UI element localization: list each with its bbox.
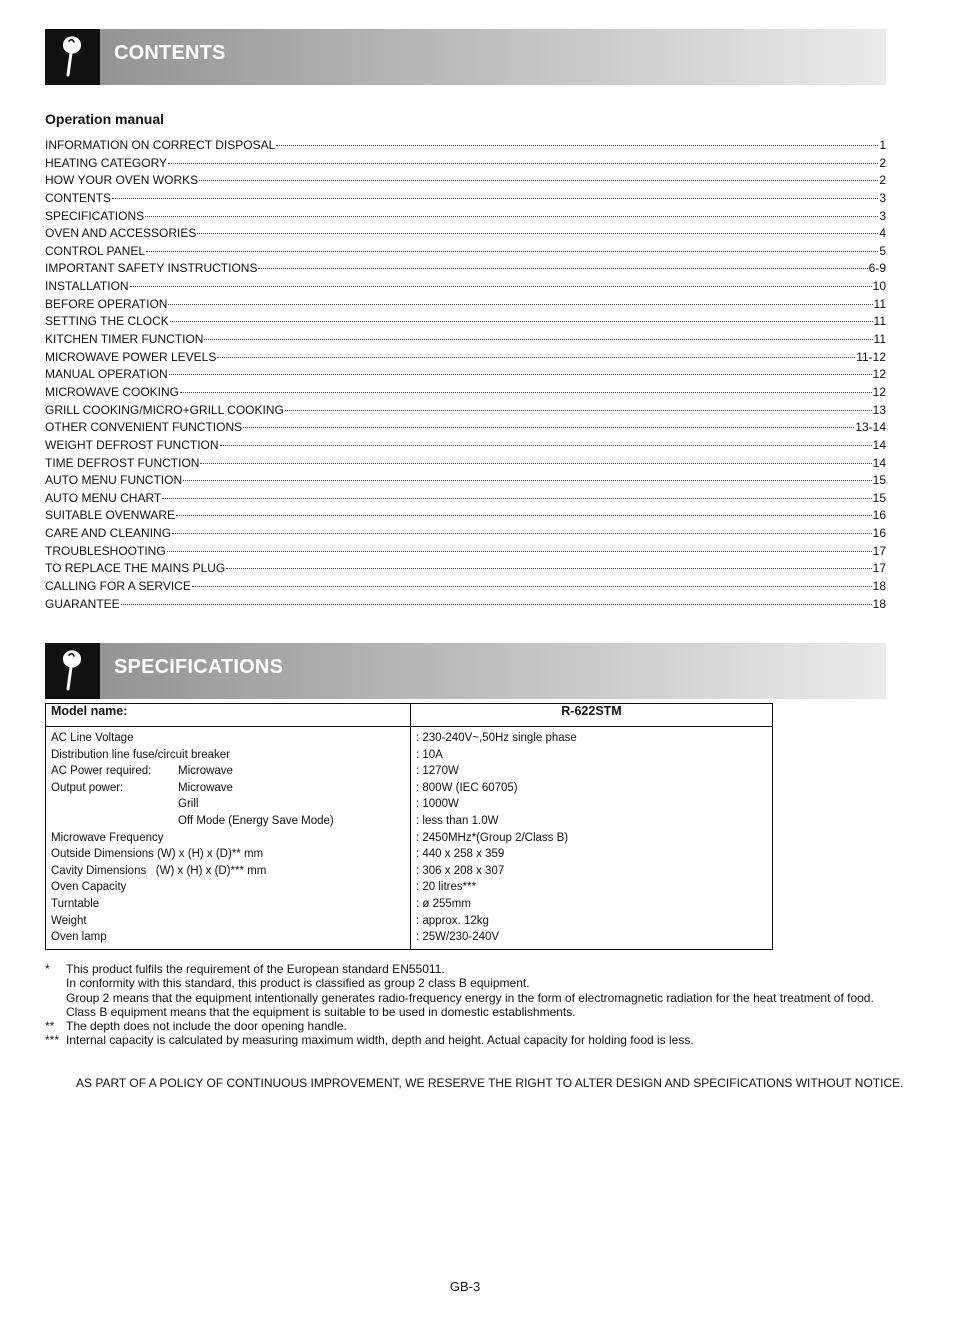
toc-leader-dots (146, 250, 878, 252)
toc-entry-page: 15 (872, 473, 886, 488)
toc-entry-label: GRILL COOKING/MICRO+GRILL COOKING (45, 402, 284, 417)
footnote-text (66, 1019, 886, 1033)
toc-entry-label: TIME DEFROST FUNCTION (45, 455, 200, 470)
toc-leader-dots (285, 409, 872, 411)
spec-label: Oven lamp (51, 931, 107, 944)
toc-entry-page: 6-9 (868, 261, 886, 276)
spec-row-label (51, 879, 405, 896)
spec-label: AC Power required: (51, 765, 152, 778)
toc-entry-page: 18 (872, 579, 886, 594)
toc-leader-dots (192, 585, 872, 587)
toc-entry (45, 543, 886, 561)
spec-value: : approx. 12kg (416, 914, 489, 927)
toc-entry (45, 313, 886, 331)
spec-label: Oven Capacity (51, 881, 127, 894)
spec-value: : ø 255mm (416, 897, 471, 910)
toc-entry-label: CONTENTS (45, 190, 111, 205)
toc-entry-label: INFORMATION ON CORRECT DISPOSAL (45, 138, 276, 152)
toc-entry-page: 16 (872, 508, 886, 523)
footnote-marker: *** (45, 1033, 60, 1048)
toc-entry (45, 349, 886, 367)
toc-leader-dots (258, 267, 867, 269)
toc-leader-dots (130, 285, 872, 287)
toc-entry-label: BEFORE OPERATION (45, 296, 168, 311)
spec-value: : 1270W (416, 765, 459, 778)
spec-value: : 800W (IEC 60705) (416, 781, 518, 794)
spec-label: Distribution line fuse/circuit breaker (51, 748, 230, 761)
toc-leader-dots (176, 514, 872, 516)
toc-leader-dots (243, 426, 854, 428)
toc-entry-label: WEIGHT DEFROST FUNCTION (45, 437, 219, 452)
footnote (45, 1019, 886, 1033)
toc-leader-dots (204, 338, 872, 340)
toc-leader-dots (217, 356, 855, 358)
spec-values-cell (411, 727, 773, 950)
footnote-text (66, 1033, 886, 1047)
spec-value: : 10A (416, 748, 443, 761)
info-pin-icon (45, 643, 100, 699)
toc-entry-label: SUITABLE OVENWARE (45, 508, 176, 523)
toc-entry-page: 18 (872, 596, 886, 611)
footnote-line: The depth does not include the door opening handle. (66, 1019, 347, 1034)
toc-entry-page: 14 (872, 437, 886, 452)
contents-banner (45, 29, 886, 85)
spec-row-label (51, 780, 405, 797)
spec-label: Weight (51, 914, 87, 927)
specifications-banner (45, 643, 886, 699)
policy-notice: AS PART OF A POLICY OF CONTINUOUS IMPROVEMENT, WE RESERVE THE RIGHT TO ALTER DESIGN AND SPECIFICATIONS WITHOUT NOTICE. (76, 1076, 904, 1090)
toc-leader-dots (168, 162, 878, 164)
toc-entry-page: 11 (873, 332, 886, 347)
toc-leader-dots (197, 232, 878, 234)
info-pin-icon (45, 29, 100, 85)
spec-value: : 440 x 258 x 359 (416, 848, 505, 861)
toc-entry-page: 1 (879, 138, 886, 152)
spec-sublabel: Microwave (178, 765, 233, 778)
toc-leader-dots (169, 373, 872, 375)
toc-entry-label: GUARANTEE (45, 596, 120, 611)
toc-entry-label: CONTROL PANEL (45, 243, 146, 258)
toc-entry (45, 490, 886, 508)
toc-entry (45, 525, 886, 543)
toc-leader-dots (170, 320, 873, 322)
spec-row-label (51, 913, 405, 930)
toc-entry-page: 17 (872, 561, 886, 576)
toc-entry (45, 296, 886, 314)
toc-entry-page: 17 (872, 543, 886, 558)
toc-entry-label: INSTALLATION (45, 279, 129, 294)
section-title: CONTENTS (114, 42, 226, 64)
toc-entry (45, 366, 886, 384)
spec-sublabel: Microwave (178, 781, 233, 794)
spec-sublabel: Grill (178, 798, 199, 811)
footnote-line: Group 2 means that the equipment intentionally generates radio-frequency energy in the form of electromagnetic radiation for the heat treatment of food. (66, 990, 874, 1005)
toc-leader-dots (199, 179, 878, 181)
spec-value: : 1000W (416, 798, 459, 811)
spec-row-label (51, 730, 405, 747)
footnote-line: Class B equipment means that the equipment is suitable to be used in domestic establishments. (66, 1004, 576, 1019)
spec-label: Microwave Frequency (51, 831, 164, 844)
toc-leader-dots (226, 567, 871, 569)
toc-entry-label: CARE AND CLEANING (45, 526, 172, 541)
spec-row-label (51, 929, 405, 946)
spec-value: : 20 litres*** (416, 881, 477, 894)
toc-entry-page: 2 (879, 155, 886, 170)
specifications-table (45, 703, 773, 950)
toc-entry-page: 3 (879, 208, 886, 223)
section-title: SPECIFICATIONS (114, 656, 284, 678)
toc-entry (45, 560, 886, 578)
toc-entry-page: 12 (872, 367, 886, 382)
spec-row-label (51, 863, 405, 880)
toc-entry-page: 15 (872, 490, 886, 505)
footnote (45, 962, 886, 1019)
toc-entry (45, 455, 886, 473)
footnote-text (66, 962, 886, 1019)
toc-leader-dots (180, 391, 872, 393)
toc-entry-page: 10 (872, 279, 886, 294)
toc-entry-label: SETTING THE CLOCK (45, 314, 169, 329)
toc-entry (45, 578, 886, 596)
toc-entry-page: 5 (879, 243, 886, 258)
spec-value: : 25W/230-240V (416, 931, 500, 944)
toc-entry (45, 172, 886, 190)
toc-entry (45, 260, 886, 278)
spec-label: Cavity Dimensions (W) x (H) x (D)*** mm (51, 864, 267, 877)
spec-label: Output power: (51, 781, 124, 794)
toc-entry (45, 155, 886, 173)
spec-label: Turntable (51, 897, 100, 910)
spec-row-label (51, 830, 405, 847)
toc-entry (45, 384, 886, 402)
toc-entry-label: CALLING FOR A SERVICE (45, 579, 191, 594)
toc-entry-label: AUTO MENU CHART (45, 490, 162, 505)
toc-entry-label: OTHER CONVENIENT FUNCTIONS (45, 420, 243, 435)
toc-entry-page: 11 (873, 296, 886, 311)
toc-entry-page: 14 (872, 455, 886, 470)
spec-value: : 306 x 208 x 307 (416, 864, 505, 877)
toc-leader-dots (121, 603, 872, 605)
footnote (45, 1033, 886, 1047)
spec-value: : 2450MHz*(Group 2/Class B) (416, 831, 569, 844)
toc-entry (45, 472, 886, 490)
toc-entry-page: 11-12 (856, 349, 886, 364)
toc-entry (45, 437, 886, 455)
spec-value: : 230-240V~,50Hz single phase (416, 732, 577, 744)
toc-entry-label: AUTO MENU FUNCTION (45, 473, 183, 488)
toc-leader-dots (145, 215, 878, 217)
spec-row-label (51, 747, 405, 764)
toc-leader-dots (167, 550, 872, 552)
toc-entry (45, 225, 886, 243)
table-of-contents (45, 137, 886, 613)
spec-row-label (51, 896, 405, 913)
toc-entry-page: 11 (873, 314, 886, 329)
footnote-line: In conformity with this standard, this product is classified as group 2 class B equipment. (66, 976, 530, 991)
toc-leader-dots (112, 197, 878, 199)
footnotes (45, 962, 886, 1048)
spec-value: : less than 1.0W (416, 814, 499, 827)
toc-entry-page: 12 (872, 384, 886, 399)
toc-entry-label: OVEN AND ACCESSORIES (45, 226, 197, 241)
spec-label: AC Line Voltage (51, 732, 134, 744)
toc-entry-label: KITCHEN TIMER FUNCTION (45, 332, 204, 347)
footnote-line: This product fulfils the requirement of the European standard EN55011. (66, 962, 445, 976)
toc-entry (45, 190, 886, 208)
toc-leader-dots (168, 303, 872, 305)
spec-label: Outside Dimensions (W) x (H) x (D)** mm (51, 848, 264, 861)
toc-entry (45, 208, 886, 226)
page-number: GB-3 (449, 1279, 481, 1294)
toc-entry-page: 2 (879, 173, 886, 188)
toc-leader-dots (172, 532, 872, 534)
toc-entry-page: 13-14 (855, 420, 886, 435)
model-name-label: Model name: (46, 704, 411, 727)
toc-entry-label: SPECIFICATIONS (45, 208, 145, 223)
toc-entry-label: TO REPLACE THE MAINS PLUG (45, 561, 226, 576)
toc-entry (45, 596, 886, 614)
toc-leader-dots (200, 462, 871, 464)
toc-entry-label: IMPORTANT SAFETY INSTRUCTIONS (45, 261, 258, 276)
toc-entry-label: HEATING CATEGORY (45, 155, 168, 170)
toc-leader-dots (162, 497, 871, 499)
toc-entry (45, 137, 886, 155)
toc-entry-page: 16 (872, 526, 886, 541)
toc-entry-page: 4 (879, 226, 886, 241)
toc-leader-dots (276, 144, 878, 146)
toc-entry (45, 278, 886, 296)
toc-entry-page: 13 (872, 402, 886, 417)
toc-entry (45, 419, 886, 437)
toc-entry-page: 3 (879, 190, 886, 205)
spec-row-label (51, 813, 405, 830)
toc-leader-dots (220, 444, 872, 446)
toc-entry-label: HOW YOUR OVEN WORKS (45, 173, 199, 188)
toc-subtitle: Operation manual (45, 111, 165, 127)
toc-entry-label: MICROWAVE COOKING (45, 384, 180, 399)
footnote-marker: ** (45, 1019, 55, 1034)
spec-row-label (51, 763, 405, 780)
spec-labels-cell (46, 727, 411, 950)
toc-entry (45, 331, 886, 349)
toc-entry (45, 507, 886, 525)
footnote-marker: * (45, 962, 50, 976)
model-name-value: R-622STM (411, 704, 773, 727)
toc-entry (45, 402, 886, 420)
spec-row-label (51, 846, 405, 863)
toc-entry (45, 243, 886, 261)
toc-entry-label: MICROWAVE POWER LEVELS (45, 349, 217, 364)
spec-row-label (51, 796, 405, 813)
toc-entry-label: MANUAL OPERATION (45, 367, 168, 382)
toc-entry-label: TROUBLESHOOTING (45, 543, 166, 558)
footnote-line: Internal capacity is calculated by measuring maximum width, depth and height. Actual capacity for holding food is less. (66, 1033, 694, 1048)
toc-leader-dots (183, 479, 872, 481)
spec-sublabel: Off Mode (Energy Save Mode) (178, 814, 334, 827)
